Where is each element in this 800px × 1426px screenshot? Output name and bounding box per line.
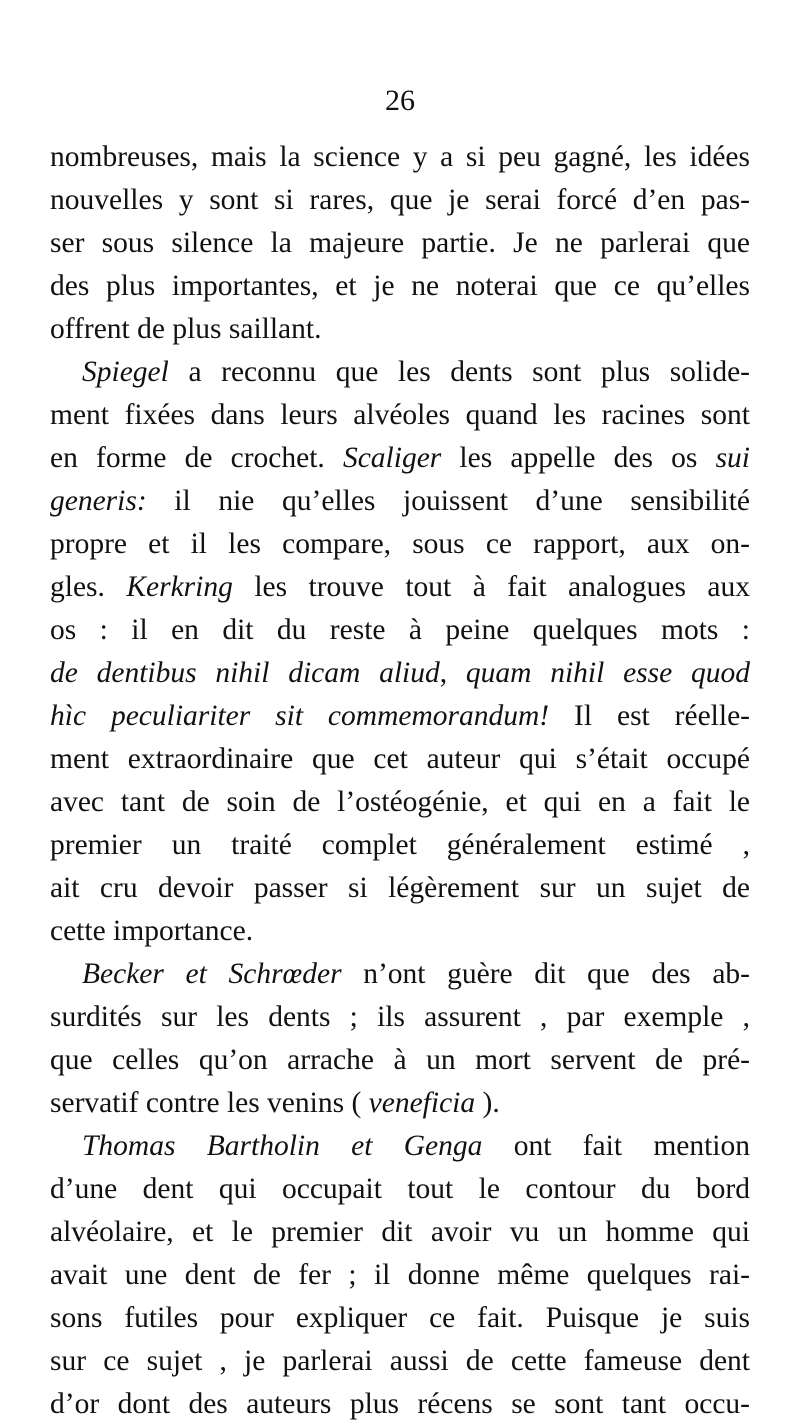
- text-line: [50, 480, 750, 523]
- text-line: [50, 136, 750, 179]
- text-segment: offrent de plus saillant.: [50, 313, 322, 345]
- text-segment: premier un traité complet généralement estimé ,: [50, 829, 750, 861]
- text-segment: a reconnu que les dents sont plus solide-: [168, 356, 750, 388]
- text-line: [50, 351, 750, 394]
- text-segment: sons futiles pour expliquer ce fait. Puisque je suis: [50, 1302, 750, 1334]
- text-line: [50, 1383, 750, 1426]
- text-line: [50, 953, 750, 996]
- text-segment: ait cru devoir passer si légèrement sur un sujet de: [50, 872, 750, 904]
- text-line: [50, 867, 750, 910]
- text-line: [50, 566, 750, 609]
- text-segment: propre et il les compare, sous ce rapport, aux on-: [50, 528, 750, 560]
- text-line: [50, 437, 750, 480]
- text-line: [50, 1340, 750, 1383]
- text-line: [50, 1125, 750, 1168]
- text-segment: servatif contre les venins (: [50, 1087, 369, 1119]
- italic-text: veneficia: [368, 1087, 476, 1119]
- text-segment: nombreuses, mais la science y a si peu gagné, les idées: [50, 141, 750, 173]
- text-segment: d’or dont des auteurs plus récens se sont tant occu-: [50, 1388, 750, 1420]
- text-segment: il nie qu’elles jouissent d’une sensibilité: [146, 485, 750, 517]
- italic-text: Thomas Bartholin et Genga: [82, 1130, 483, 1162]
- italic-text: Kerkring: [126, 571, 233, 603]
- text-line: [50, 652, 750, 695]
- text-segment: ser sous silence la majeure partie. Je ne parlerai que: [50, 227, 750, 259]
- text-segment: les trouve tout à fait analogues aux: [232, 571, 750, 603]
- text-segment: ).: [475, 1087, 500, 1119]
- text-line: [50, 1297, 750, 1340]
- text-line: [50, 179, 750, 222]
- text-segment: les appelle des os: [441, 442, 716, 474]
- text-segment: sur ce sujet , je parlerai aussi de cette fameuse dent: [50, 1345, 750, 1377]
- italic-text: sui: [715, 442, 750, 474]
- text-line: [50, 738, 750, 781]
- text-line: [50, 523, 750, 566]
- text-segment: Il est réelle-: [549, 700, 750, 732]
- text-line: [50, 1082, 750, 1125]
- text-segment: ,: [439, 657, 466, 689]
- text-line: [50, 308, 750, 351]
- text-line: [50, 1211, 750, 1254]
- text-segment: gles.: [50, 571, 127, 603]
- text-line: [50, 394, 750, 437]
- text-line: [50, 609, 750, 652]
- text-segment: avait une dent de fer ; il donne même quelques rai-: [50, 1259, 750, 1291]
- text-segment: des plus importantes, et je ne noterai que ce qu’elles: [50, 270, 750, 302]
- text-line: [50, 824, 750, 867]
- text-line: [50, 1168, 750, 1211]
- text-line: [50, 222, 750, 265]
- text-segment: nouvelles y sont si rares, que je serai forcé d’en pas-: [50, 184, 750, 216]
- text-segment: n’ont guère dit que des ab-: [341, 958, 750, 990]
- italic-text: Spiegel: [82, 356, 169, 388]
- italic-text: Becker et Schrœder: [82, 958, 342, 990]
- text-line: [50, 265, 750, 308]
- text-line: [50, 996, 750, 1039]
- text-segment: d’une dent qui occupait tout le contour du bord: [50, 1173, 750, 1205]
- text-segment: en forme de crochet.: [50, 442, 343, 474]
- italic-text: generis:: [50, 485, 147, 517]
- text-line: [50, 1254, 750, 1297]
- italic-text: de dentibus nihil dicam aliud: [50, 657, 440, 689]
- text-line: [50, 781, 750, 824]
- text-segment: que celles qu’on arrache à un mort servent de pré-: [50, 1044, 750, 1076]
- italic-text: hìc peculiariter sit commemorandum!: [50, 700, 550, 732]
- text-segment: cette importance.: [50, 915, 254, 947]
- page-number: 26: [385, 84, 415, 117]
- text-segment: surdités sur les dents ; ils assurent , par exemple ,: [50, 1001, 750, 1033]
- text-segment: os : il en dit du reste à peine quelques mots :: [50, 614, 750, 646]
- text-segment: ont fait mention: [482, 1130, 750, 1162]
- italic-text: quam nihil esse quod: [465, 657, 751, 689]
- text-line: [50, 695, 750, 738]
- body-text: [50, 136, 750, 1426]
- text-segment: ment extraordinaire que cet auteur qui s’était occupé: [50, 743, 750, 775]
- italic-text: Scaliger: [342, 442, 442, 474]
- text-segment: alvéolaire, et le premier dit avoir vu un homme qui: [50, 1216, 750, 1248]
- text-segment: ment fixées dans leurs alvéoles quand les racines sont: [50, 399, 750, 431]
- text-line: [50, 1039, 750, 1082]
- text-segment: avec tant de soin de l’ostéogénie, et qui en a fait le: [50, 786, 750, 818]
- text-line: [50, 910, 750, 953]
